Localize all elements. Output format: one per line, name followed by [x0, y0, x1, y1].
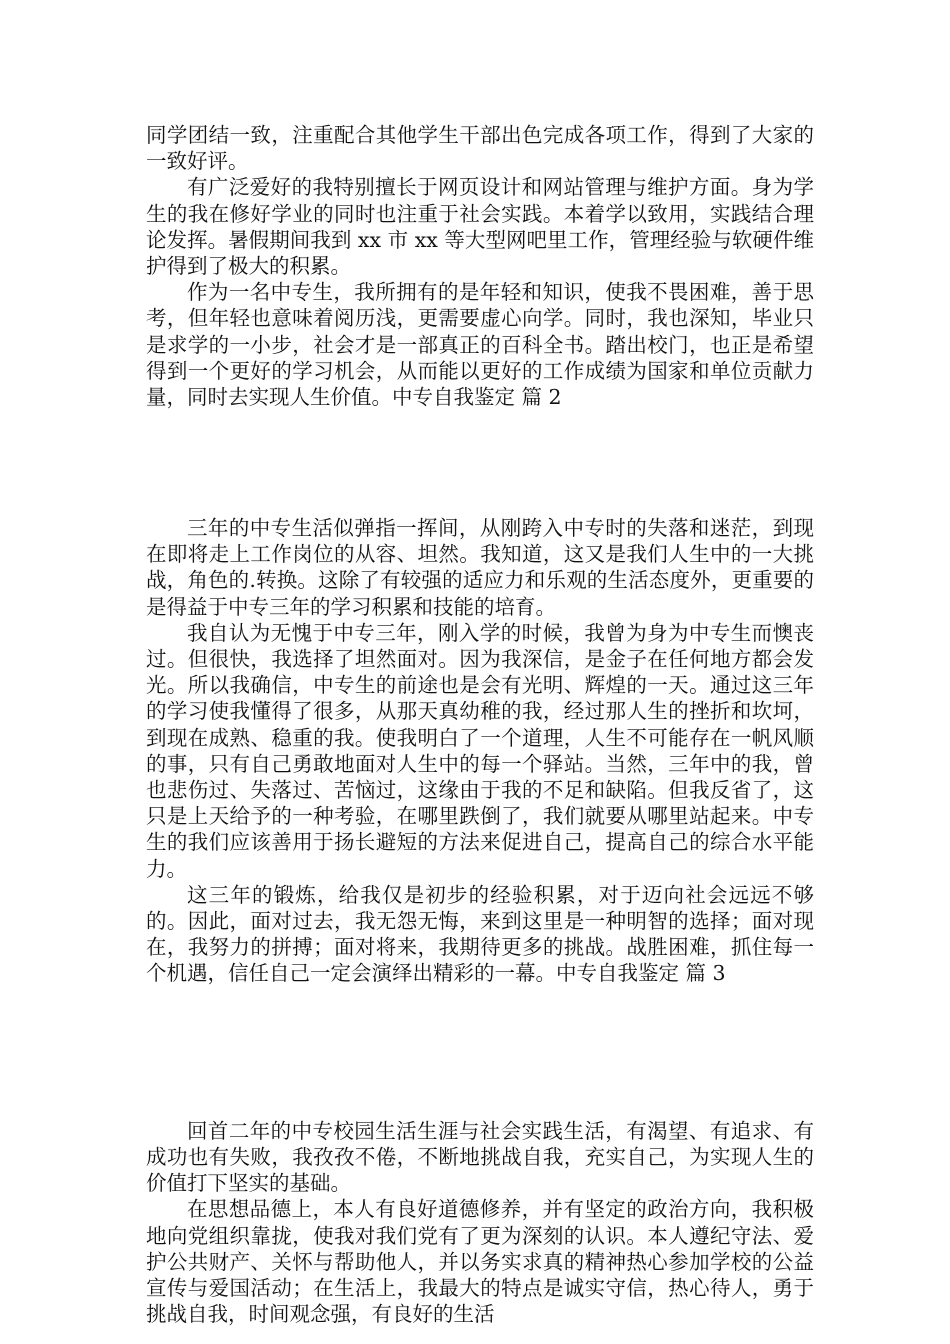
section-gap-2 — [146, 987, 814, 1118]
paragraph-6: 这三年的锻炼，给我仅是初步的经验积累，对于迈向社会远远不够的。因此，面对过去，我无怨无悔，来到这里是一种明智的选择；面对现在，我努力的拼搏；面对将来，我期待更多的挑战。战胜困难，抓住每一个机遇，信任自己一定会演绎出精彩的一幕。中专自我鉴定 篇 3 — [146, 882, 814, 986]
paragraph-7: 回首二年的中专校园生活生涯与社会实践生活，有渴望、有追求、有成功也有失败，我孜孜不倦，不断地挑战自我，充实自己，为实现人生的价值打下坚实的基础。 — [146, 1118, 814, 1196]
paragraph-5: 我自认为无愧于中专三年，刚入学的时候，我曾为身为中专生而懊丧过。但很快，我选择了坦然面对。因为我深信，是金子在任何地方都会发光。所以我确信，中专生的前途也是会有光明、辉煌的一天。通过这三年的学习使我懂得了很多，从那天真幼稚的我，经过那人生的挫折和坎坷，到现在成熟、稳重的我。使我明白了一个道理，人生不可能存在一帆风顺的事，只有自己勇敢地面对人生中的每一个驿站。当然，三年中的我，曾也悲伤过、失落过、苦恼过，这缘由于我的不足和缺陷。但我反省了，这只是上天给予的一种考验，在哪里跌倒了，我们就要从哪里站起来。中专生的我们应该善用于扬长避短的方法来促进自己，提高自己的综合水平能力。 — [146, 620, 814, 881]
paragraph-2: 有广泛爱好的我特别擅长于网页设计和网站管理与维护方面。身为学生的我在修好学业的同时也注重于社会实践。本着学以致用，实践结合理论发挥。暑假期间我到 xx 市 xx 等大型网吧里工作，管理经验与软硬件维护得到了极大的积累。 — [146, 175, 814, 279]
paragraph-4: 三年的中专生活似弹指一挥间，从刚跨入中专时的失落和迷茫，到现在即将走上工作岗位的从容、坦然。我知道，这又是我们人生中的一大挑战，角色的.转换。这除了有较强的适应力和乐观的生活态度外，更重要的是得益于中专三年的学习积累和技能的培育。 — [146, 516, 814, 619]
paragraph-8: 在思想品德上，本人有良好道德修养，并有坚定的政治方向，我积极地向党组织靠拢，使我对我们党有了更为深刻的认识。本人遵纪守法、爱护公共财产、关怀与帮助他人，并以务实求真的精神热心参加学校的公益宣传与爱国活动；在生活上，我最大的特点是诚实守信，热心待人，勇于挑战自我，时间观念强，有良好的生活 — [146, 1197, 814, 1327]
document-body — [146, 122, 814, 1327]
section-gap-1 — [146, 410, 814, 515]
paragraph-3: 作为一名中专生，我所拥有的是年轻和知识，使我不畏困难，善于思考，但年轻也意味着阅历浅，更需要虚心向学。同时，我也深知，毕业只是求学的一小步，社会才是一部真正的百科全书。踏出校门，也正是希望得到一个更好的学习机会，从而能以更好的工作成绩为国家和单位贡献力量，同时去实现人生价值。中专自我鉴定 篇 2 — [146, 280, 814, 410]
paragraph-1: 同学团结一致，注重配合其他学生干部出色完成各项工作，得到了大家的一致好评。 — [146, 123, 814, 174]
